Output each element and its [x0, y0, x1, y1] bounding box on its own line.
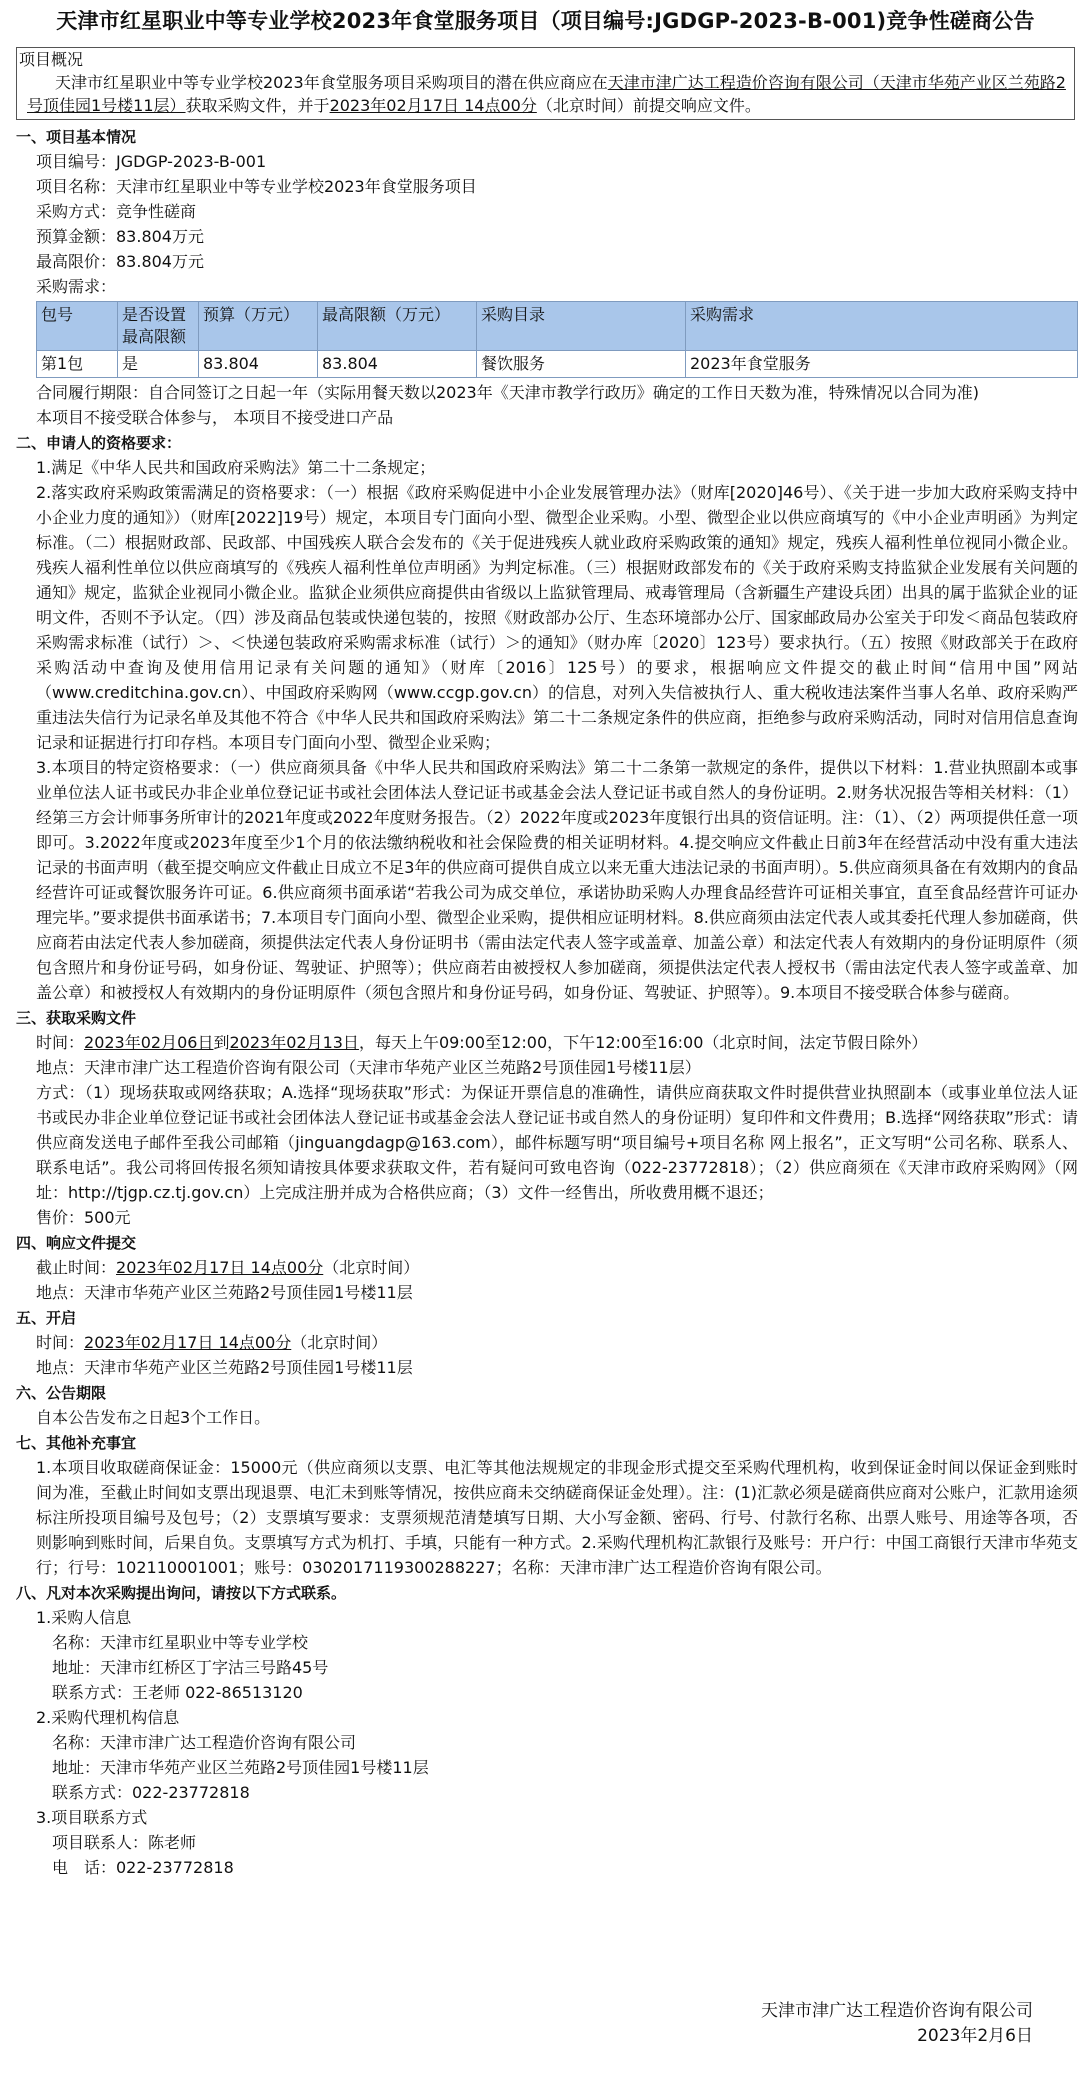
section-heading-other-matters: 七、其他补充事宜: [16, 1434, 137, 1452]
opening-time-label: 时间：: [36, 1333, 85, 1352]
overview-label: 项目概况: [19, 50, 84, 69]
table-cell: 2023年食堂服务: [686, 351, 1078, 378]
section-heading-obtain-documents: 三、获取采购文件: [16, 1009, 137, 1027]
project-contact-person: 项目联系人：陈老师: [52, 1833, 197, 1852]
table-header-row: [37, 302, 1078, 351]
table-cell: 餐饮服务: [477, 351, 686, 378]
agent-address: 地址：天津市华苑产业区兰苑路2号顶佳园1号楼11层: [52, 1758, 429, 1777]
section-heading-opening: 五、开启: [16, 1309, 77, 1327]
procurement-needs-label: 采购需求：: [36, 277, 117, 296]
signature-block: [761, 1999, 1033, 2049]
procurement-method: 采购方式：竞争性磋商: [36, 202, 197, 221]
agent-info-title: 2.采购代理机构信息: [36, 1708, 180, 1727]
table-header-cell: 预算（万元）: [199, 302, 318, 351]
table-header-cell: 最高限额（万元）: [318, 302, 477, 351]
buyer-address: 地址：天津市红桥区丁字沽三号路45号: [52, 1658, 329, 1677]
contract-period: 合同履行期限：自合同签订之日起一年（实际用餐天数以2023年《天津市教学行政历》确定的工作日天数为准，特殊情况以合同为准): [36, 383, 979, 402]
project-number: 项目编号：JGDGP-2023-B-001: [36, 152, 267, 171]
project-name: 项目名称：天津市红星职业中等专业学校2023年食堂服务项目: [36, 177, 477, 196]
table-cell: 83.804: [318, 351, 477, 378]
table-header-cell: 采购需求: [686, 302, 1078, 351]
submission-place: 地点：天津市华苑产业区兰苑路2号顶佳园1号楼11层: [36, 1283, 413, 1302]
signature-org: 天津市津广达工程造价咨询有限公司: [761, 2001, 1033, 2021]
opening-time: [16, 1330, 1078, 1355]
section-heading-basic-info: 一、项目基本情况: [16, 128, 137, 146]
obtain-time: [16, 1030, 1078, 1055]
overview-location: 天津市津广达工程造价咨询有限公司（天津市华苑产业区兰苑路2号顶佳园1号楼11层）: [27, 73, 1066, 115]
agent-name: 名称：天津市津广达工程造价咨询有限公司: [52, 1733, 357, 1752]
table-cell: 83.804: [199, 351, 318, 378]
project-contact-phone: 电 话：022-23772818: [52, 1858, 234, 1877]
section-heading-contact: 八、凡对本次采购提出询问，请按以下方式联系。: [16, 1584, 347, 1602]
project-overview-box: [16, 47, 1075, 120]
overview-text-c: 获取采购文件，并于: [185, 96, 330, 115]
overview-text: [17, 71, 1074, 119]
table-header-cell: 包号: [37, 302, 118, 351]
project-contact-title: 3.项目联系方式: [36, 1808, 148, 1827]
obtain-method: 方式：（1）现场获取或网络获取；A.选择“现场获取”形式：为保证开票信息的准确性，请供应商获取文件时提供营业执照副本（或事业单位法人证书或民办非企业单位登记证书或社会团体法人登记证书或基金会法人登记证书或自然人的身份证明）复印件和文件费用；B.选择“网络获取”形式：请供应商发送电子邮件至我公司邮箱（jinguangdagp@163.com），邮件标题写明“项目编号+项目名称 网上报名”，正文写明“公司名称、联系人、联系电话”。我公司将回传报名须知请按具体要求获取文件，若有疑问可致电咨询（022-23772818）；（2）供应商须在《天津市政府采购网》（网址：http://tjgp.cz.tj.gov.cn）上完成注册并成为合格供应商；（3）文件一经售出，所收费用概不退还；: [36, 1083, 1078, 1202]
buyer-info-title: 1.采购人信息: [36, 1608, 132, 1627]
table-header-cell: 是否设置最高限额: [118, 302, 199, 351]
buyer-name: 名称：天津市红星职业中等专业学校: [52, 1633, 309, 1652]
table-cell: 是: [118, 351, 199, 378]
page-title: 天津市红星职业中等专业学校2023年食堂服务项目（项目编号:JGDGP-2023-B-001)竞争性磋商公告: [56, 9, 1035, 33]
table-row: [37, 351, 1078, 378]
table-cell: 第1包: [37, 351, 118, 378]
opening-time-value: 2023年02月17日 14点00分: [84, 1333, 292, 1352]
obtain-time-label: 时间：: [36, 1033, 85, 1052]
section-heading-qualifications: 二、申请人的资格要求：: [16, 434, 182, 452]
qualification-item-3: 3.本项目的特定资格要求：（一）供应商须具备《中华人民共和国政府采购法》第二十二条第一款规定的条件，提供以下材料：1.营业执照副本或事业单位法人证书或民办非企业单位登记证书或社会团体法人登记证书或基金会法人登记证书或自然人的身份证明。2.财务状况报告等相关材料：（1）经第三方会计师事务所审计的2021年度或2022年度财务报告。（2）2022年度或2023年度银行出具的资信证明。注：（1）、（2）两项提供任意一项即可。3.2022年度或2023年度至少1个月的依法缴纳税收和社会保险费的相关证明材料。4.提交响应文件截止日前3年在经营活动中没有重大违法记录的书面声明（截至提交响应文件截止日成立不足3年的供应商可提供自成立以来无重大违法记录的书面声明）。5.供应商须具备在有效期内的食品经营许可证或餐饮服务许可证。6.供应商须书面承诺“若我公司为成交单位，承诺协助采购人办理食品经营许可证相关事宜，直至食品经营许可证办理完毕。”要求提供书面承诺书；7.本项目专门面向小型、微型企业采购，提供相应证明材料。8.供应商须由法定代表人或其委托代理人参加磋商，供应商若由法定代表人参加磋商，须提供法定代表人身份证明书（需由法定代表人签字或盖章、加盖公章）和法定代表人有效期内的身份证明原件（须包含照片和身份证号码，如身份证、驾驶证、护照等）；供应商若由被授权人参加磋商，须提供法定代表人授权书（需由法定代表人签字或盖章、加盖公章）和被授权人有效期内的身份证明原件（须包含照片和身份证号码，如身份证、驾驶证、护照等）。9.本项目不接受联合体参与磋商。: [36, 758, 1078, 1002]
notice-period-text: 自本公告发布之日起3个工作日。: [36, 1408, 271, 1427]
budget-amount: 预算金额：83.804万元: [36, 227, 204, 246]
signature-date: 2023年2月6日: [917, 2026, 1033, 2046]
submission-deadline-label: 截止时间：: [36, 1258, 117, 1277]
submission-deadline-value: 2023年02月17日 14点00分: [116, 1258, 324, 1277]
requirements-table: [36, 301, 1078, 378]
agent-contact: 联系方式：022-23772818: [52, 1783, 250, 1802]
other-matters-text: 1.本项目收取磋商保证金：15000元（供应商须以支票、电汇等其他法规规定的非现金形式提交至采购代理机构，收到保证金时间以保证金到账时间为准，至截止时间如支票出现退票、电汇未到账等情况，按供应商未交纳磋商保证金处理）。注：(1)汇款必须是磋商供应商对公账户，汇款用途须标注所投项目编号及包号；（2）支票填写要求：支票须规范清楚填写日期、大小写金额、密码、行号、付款行名称、出票人账号、用途等各项，否则影响到账时间，后果自负。支票填写方式为机打、手填，只能有一种方式。2.采购代理机构汇款银行及账号：开户行：中国工商银行天津市华苑支行；行号：102110001001；账号：0302017119300288227；名称：天津市津广达工程造价咨询有限公司。: [36, 1458, 1078, 1577]
overview-deadline: 2023年02月17日 14点00分: [329, 96, 537, 115]
consortium-note: 本项目不接受联合体参与， 本项目不接受进口产品: [36, 408, 394, 427]
buyer-contact: 联系方式：王老师 022-86513120: [52, 1683, 303, 1702]
announcement-body: [16, 124, 1078, 1880]
section-heading-submission: 四、响应文件提交: [16, 1234, 137, 1252]
obtain-time-start: 2023年02月06日: [84, 1033, 214, 1052]
qualification-item-2: 2.落实政府采购政策需满足的资格要求：（一）根据《政府采购促进中小企业发展管理办法》（财库[2020]46号）、《关于进一步加大政府采购支持中小企业力度的通知》）（财库[2022]19号）规定，本项目专门面向小型、微型企业采购。小型、微型企业以供应商填写的《中小企业声明函》为判定标准。（二）根据财政部、民政部、中国残疾人联合会发布的《关于促进残疾人就业政府采购政策的通知》规定，残疾人福利性单位视同小微企业。残疾人福利性单位以供应商填写的《残疾人福利性单位声明函》为判定标准。（三）根据财政部发布的《关于政府采购支持监狱企业发展有关问题的通知》规定，监狱企业视同小微企业。监狱企业须供应商提供由省级以上监狱管理局、戒毒管理局（含新疆生产建设兵团）出具的属于监狱企业的证明文件，否则不予认定。（四）涉及商品包装或快递包装的，按照《财政部办公厅、生态环境部办公厅、国家邮政局办公室关于印发＜商品包装政府采购需求标准（试行）＞、＜快递包装政府采购需求标准（试行）＞的通知》（财办库〔2020〕123号）要求执行。（五）按照《财政部关于在政府采购活动中查询及使用信用记录有关问题的通知》（财库〔2016〕125号）的要求，根据响应文件提交的截止时间“信用中国”网站（www.creditchina.gov.cn）、中国政府采购网（www.ccgp.gov.cn）的信息，对列入失信被执行人、重大税收违法案件当事人名单、政府采购严重违法失信行为记录名单及其他不符合《中华人民共和国政府采购法》第二十二条规定条件的供应商，拒绝参与政府采购活动，同时对信用信息查询记录和证据进行打印存档。本项目专门面向小型、微型企业采购；: [36, 483, 1078, 752]
max-price: 最高限价：83.804万元: [36, 252, 204, 271]
obtain-time-end: 2023年02月13日: [229, 1033, 359, 1052]
table-header-cell: 采购目录: [477, 302, 686, 351]
obtain-place: 地点：天津市津广达工程造价咨询有限公司（天津市华苑产业区兰苑路2号顶佳园1号楼11层）: [36, 1058, 701, 1077]
opening-time-tz: （北京时间）: [291, 1333, 388, 1352]
document-price: 售价：500元: [36, 1208, 131, 1227]
qualification-item-1: 1.满足《中华人民共和国政府采购法》第二十二条规定；: [36, 458, 436, 477]
section-heading-notice-period: 六、公告期限: [16, 1384, 107, 1402]
obtain-time-rest: ，每天上午09:00至12:00，下午12:00至16:00（北京时间，法定节假日除外）: [358, 1033, 928, 1052]
overview-text-e: （北京时间）前提交响应文件。: [536, 96, 761, 115]
submission-deadline: [16, 1255, 1078, 1280]
obtain-time-to: 到: [213, 1033, 230, 1052]
opening-place: 地点：天津市华苑产业区兰苑路2号顶佳园1号楼11层: [36, 1358, 413, 1377]
submission-deadline-tz: （北京时间）: [323, 1258, 420, 1277]
overview-text-a: 天津市红星职业中等专业学校2023年食堂服务项目采购项目的潜在供应商应在: [55, 73, 608, 92]
